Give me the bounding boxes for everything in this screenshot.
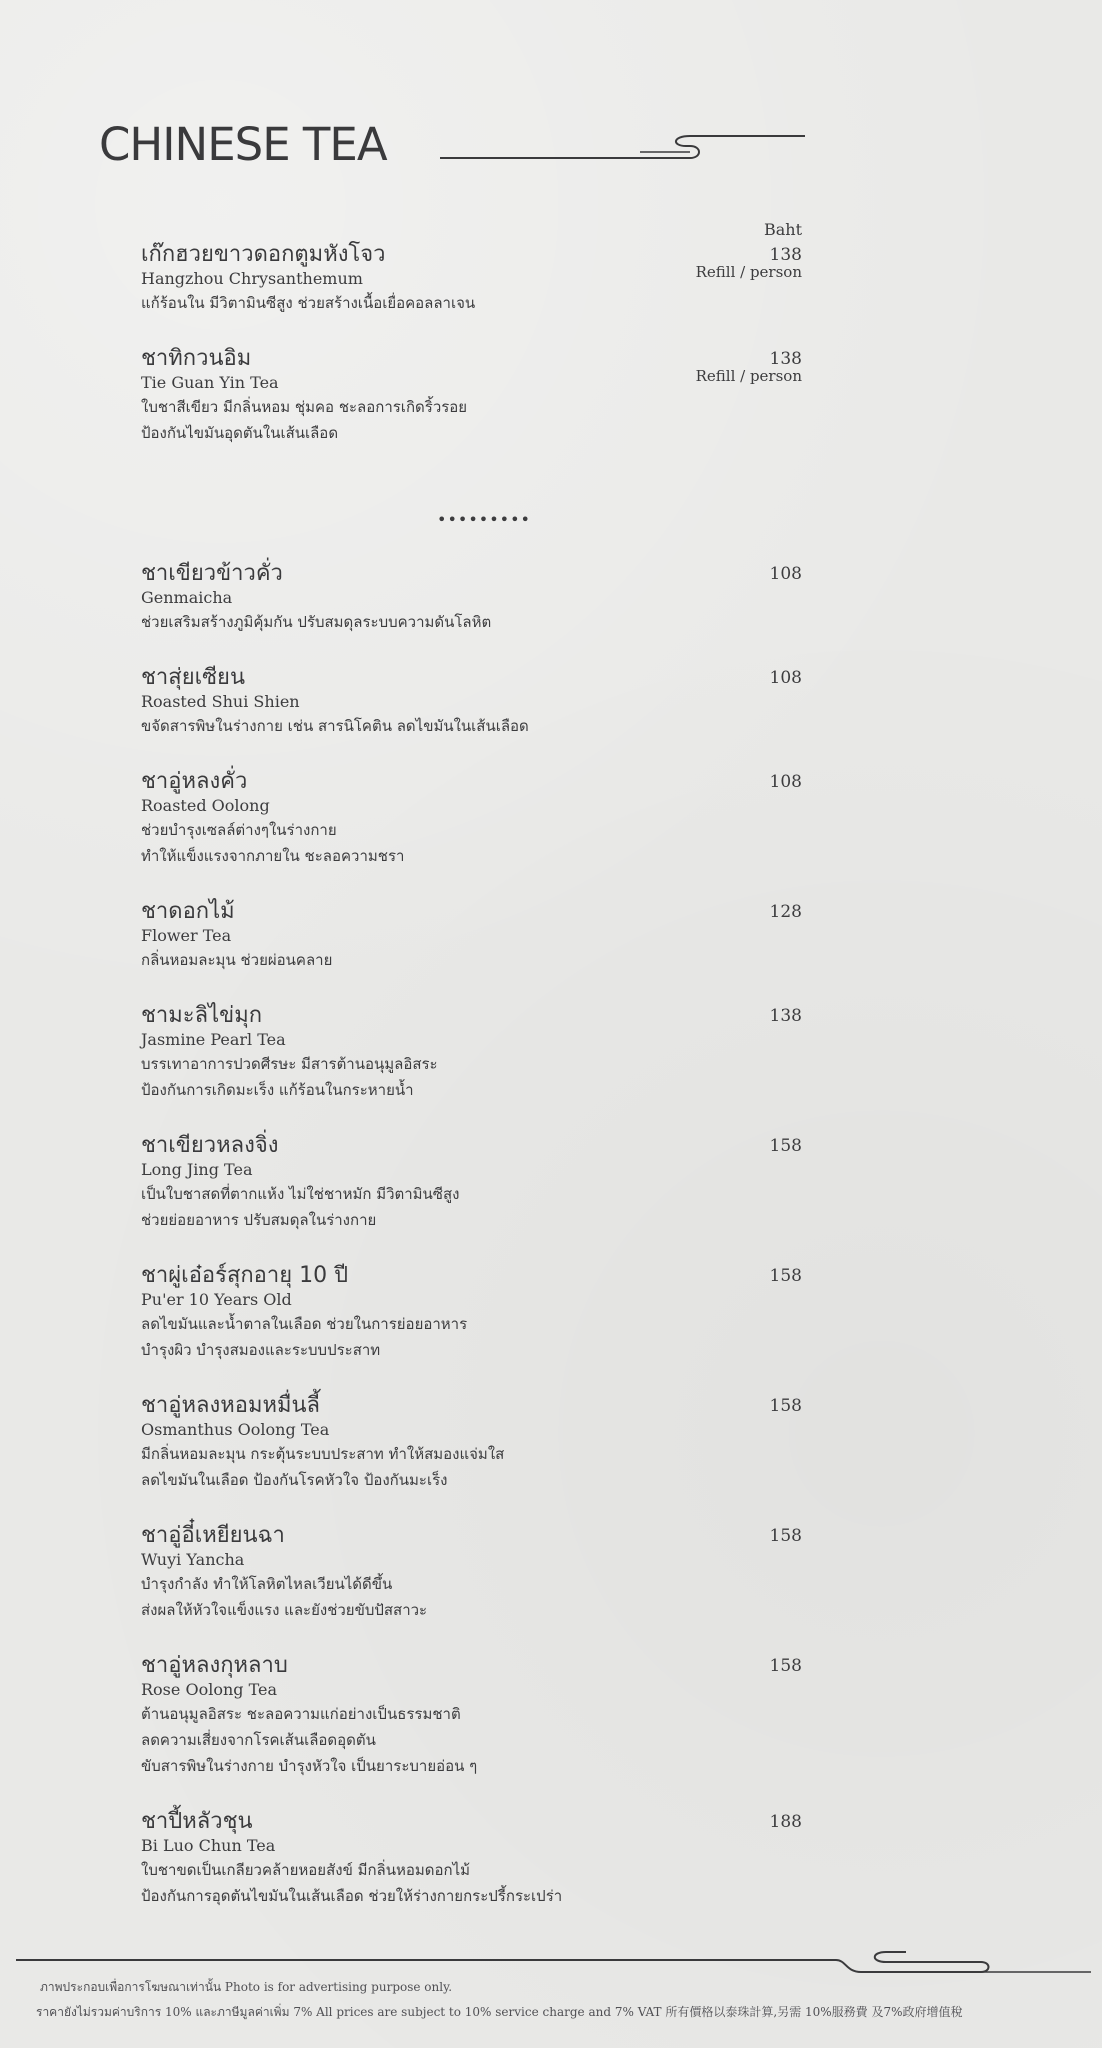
item-refill-note: Refill / person bbox=[695, 263, 802, 281]
menu-item bbox=[141, 559, 802, 635]
item-english-name: Osmanthus Oolong Tea bbox=[141, 1420, 330, 1439]
item-description: ป้องกันการอุดตันไขมันในเส้นเลือด ช่วยให้ร่างกายกระปรี้กระเปร่า bbox=[141, 1887, 563, 1905]
item-price: 138 bbox=[769, 245, 802, 265]
menu-item bbox=[141, 1001, 802, 1103]
item-description: ใบชาขดเป็นเกลียวคล้ายหอยสังข์ มีกลิ่นหอมดอกไม้ bbox=[141, 1861, 471, 1879]
item-description: ลดความเสี่ยงจากโรคเส้นเลือดอุดตัน bbox=[141, 1731, 376, 1749]
item-thai-name: ชาอู่หลงคั่ว bbox=[141, 769, 248, 794]
item-english-name: Wuyi Yancha bbox=[141, 1550, 245, 1569]
menu-item bbox=[141, 1521, 802, 1623]
item-thai-name: ชามะลิไข่มุก bbox=[141, 1003, 263, 1028]
item-english-name: Roasted Oolong bbox=[141, 796, 270, 815]
item-description: ช่วยย่อยอาหาร ปรับสมดุลในร่างกาย bbox=[141, 1211, 377, 1229]
item-thai-name: ชาผู่เอ๋อร์สุกอายุ 10 ปี bbox=[141, 1263, 349, 1288]
item-english-name: Hangzhou Chrysanthemum bbox=[141, 269, 363, 288]
item-description: บำรุงกำลัง ทำให้โลหิตไหลเวียนได้ดีขึ้น bbox=[141, 1575, 393, 1593]
menu-item bbox=[141, 897, 802, 973]
item-description: ต้านอนุมูลอิสระ ชะลอความแก่อย่างเป็นธรรมชาติ bbox=[141, 1705, 461, 1723]
item-description: ป้องกันไขมันอุดตันในเส้นเลือด bbox=[141, 424, 339, 442]
menu-item bbox=[141, 240, 802, 316]
page-title: CHINESE TEA bbox=[99, 118, 387, 171]
menu-item bbox=[141, 1391, 802, 1493]
item-english-name: Flower Tea bbox=[141, 926, 232, 945]
item-thai-name: ชาดอกไม้ bbox=[141, 899, 235, 924]
menu-item bbox=[141, 1807, 802, 1909]
cloud-ornament-icon bbox=[16, 1950, 1091, 1980]
item-english-name: Pu'er 10 Years Old bbox=[141, 1290, 292, 1309]
item-price: 158 bbox=[769, 1656, 802, 1676]
item-refill-note: Refill / person bbox=[695, 367, 802, 385]
item-price: 158 bbox=[769, 1136, 802, 1156]
item-price: 158 bbox=[769, 1396, 802, 1416]
item-price: 158 bbox=[769, 1266, 802, 1286]
item-english-name: Roasted Shui Shien bbox=[141, 692, 300, 711]
item-description: เป็นใบชาสดที่ตากแห้ง ไม่ใช่ชาหมัก มีวิตามินซีสูง bbox=[141, 1185, 460, 1203]
item-description: ช่วยบำรุงเซลล์ต่างๆในร่างกาย bbox=[141, 821, 337, 839]
item-english-name: Rose Oolong Tea bbox=[141, 1680, 278, 1699]
item-description: ลดไขมันและน้ำตาลในเลือด ช่วยในการย่อยอาหาร bbox=[141, 1315, 468, 1333]
item-description: ขจัดสารพิษในร่างกาย เช่น สารนิโคติน ลดไขมันในเส้นเลือด bbox=[141, 717, 529, 735]
item-description: มีกลิ่นหอมละมุน กระตุ้นระบบประสาท ทำให้สมองแจ่มใส bbox=[141, 1445, 505, 1463]
item-price: 128 bbox=[769, 902, 802, 922]
item-price: 108 bbox=[769, 668, 802, 688]
item-price: 108 bbox=[769, 772, 802, 792]
item-description: ขับสารพิษในร่างกาย บำรุงหัวใจ เป็นยาระบายอ่อน ๆ bbox=[141, 1757, 478, 1775]
menu-item bbox=[141, 1261, 802, 1363]
item-english-name: Long Jing Tea bbox=[141, 1160, 253, 1179]
item-thai-name: ชาปี้หลัวชุน bbox=[141, 1809, 253, 1834]
item-thai-name: ชาทิกวนอิม bbox=[141, 346, 252, 371]
item-thai-name: เก๊กฮวยขาวดอกตูมหังโจว bbox=[141, 242, 386, 267]
item-thai-name: ชาเขียวหลงจิ่ง bbox=[141, 1133, 279, 1158]
item-description: บำรุงผิว บำรุงสมองและระบบประสาท bbox=[141, 1341, 381, 1359]
item-thai-name: ชาอู่อี๋เหยียนฉา bbox=[141, 1523, 285, 1548]
item-price: 108 bbox=[769, 564, 802, 584]
item-price: 188 bbox=[769, 1812, 802, 1832]
item-thai-name: ชาเขียวข้าวคั่ว bbox=[141, 561, 283, 586]
item-price: 158 bbox=[769, 1526, 802, 1546]
item-english-name: Bi Luo Chun Tea bbox=[141, 1836, 276, 1855]
item-price: 138 bbox=[769, 349, 802, 369]
photo-disclaimer: ภาพประกอบเพื่อการโฆษณาเท่านั้น Photo is for advertising purpose only. bbox=[40, 1980, 453, 1994]
item-english-name: Genmaicha bbox=[141, 588, 233, 607]
section-divider: ••••••••• bbox=[437, 510, 531, 529]
item-description: ลดไขมันในเลือด ป้องกันโรคหัวใจ ป้องกันมะเร็ง bbox=[141, 1471, 448, 1489]
price-unit-label: Baht bbox=[763, 220, 802, 239]
item-description: แก้ร้อนใน มีวิตามินซีสูง ช่วยสร้างเนื้อเยื่อคอลลาเจน bbox=[141, 294, 476, 312]
item-description: ใบชาสีเขียว มีกลิ่นหอม ชุ่มคอ ชะลอการเกิดริ้วรอย bbox=[141, 398, 468, 416]
item-description: ช่วยเสริมสร้างภูมิคุ้มกัน ปรับสมดุลระบบความดันโลหิต bbox=[141, 613, 492, 631]
menu-item bbox=[141, 1131, 802, 1233]
cloud-ornament-icon bbox=[440, 128, 805, 164]
menu-item bbox=[141, 767, 802, 869]
item-thai-name: ชาสุ่ยเซียน bbox=[141, 665, 245, 690]
item-thai-name: ชาอู่หลงกุหลาบ bbox=[141, 1653, 288, 1678]
item-description: ทำให้แข็งแรงจากภายใน ชะลอความชรา bbox=[141, 847, 405, 865]
item-description: บรรเทาอาการปวดศีรษะ มีสารต้านอนุมูลอิสระ bbox=[141, 1055, 438, 1073]
menu-item bbox=[141, 1651, 802, 1779]
item-description: กลิ่นหอมละมุน ช่วยผ่อนคลาย bbox=[141, 951, 333, 969]
item-english-name: Tie Guan Yin Tea bbox=[141, 373, 279, 392]
item-description: ป้องกันการเกิดมะเร็ง แก้ร้อนในกระหายน้ำ bbox=[141, 1081, 414, 1099]
price-disclaimer: ราคายังไม่รวมค่าบริการ 10% และภาษีมูลค่าเพิ่ม 7% All prices are subject to 10% service charge and 7% VAT 所有價格以泰珠計算,另需 10%服務費 及7%政府增值稅 bbox=[36, 2005, 963, 2019]
item-thai-name: ชาอู่หลงหอมหมื่นลี้ bbox=[141, 1393, 320, 1418]
menu-item bbox=[141, 663, 802, 739]
menu-item bbox=[141, 344, 802, 446]
item-price: 138 bbox=[769, 1006, 802, 1026]
item-english-name: Jasmine Pearl Tea bbox=[141, 1030, 286, 1049]
item-description: ส่งผลให้หัวใจแข็งแรง และยังช่วยขับปัสสาวะ bbox=[141, 1601, 428, 1619]
